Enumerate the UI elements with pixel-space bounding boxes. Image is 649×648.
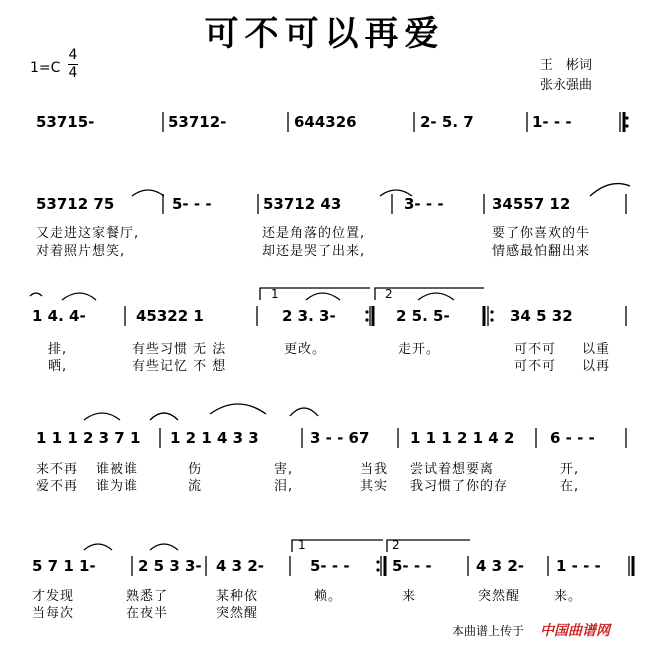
- measure: 1 1 1 2 3 7 1: [36, 429, 141, 447]
- measure: 6 - - -: [550, 429, 595, 447]
- lyric: 当每次: [32, 606, 75, 621]
- measure: 2 5. 5-: [396, 307, 450, 325]
- lyric: 又走进这家餐厅,: [36, 226, 140, 241]
- lyric: 伤: [188, 462, 203, 477]
- lyric: 要了你喜欢的牛: [492, 226, 591, 241]
- measure: 5- - -: [310, 557, 350, 575]
- lyric: 赖。: [314, 589, 343, 604]
- lyric: 尝试着想要离: [410, 462, 495, 477]
- measure: 1 4. 4-: [32, 307, 86, 325]
- lyric: 熟悉了: [126, 589, 169, 604]
- lyric: 泪,: [274, 479, 294, 494]
- measure: 4 3 2-: [216, 557, 264, 575]
- measure: 1 1 1 2 1 4 2: [410, 429, 515, 447]
- lyric: 可不可: [514, 342, 557, 357]
- lyric: 谁被谁: [96, 462, 139, 477]
- lyric: 害,: [274, 462, 294, 477]
- measure: 644326: [294, 113, 357, 131]
- lyric: 在夜半: [126, 606, 169, 621]
- composer-credit: 张永强曲: [540, 78, 593, 93]
- volta-first-label-1: 1: [271, 287, 279, 301]
- lyric: 以再: [582, 359, 611, 374]
- measure: 2 3. 3-: [282, 307, 336, 325]
- song-title: 可不可以再爱: [204, 14, 445, 54]
- volta-first-label-2: 1: [298, 538, 306, 552]
- lyric: 突然醒: [216, 606, 259, 621]
- lyric: 来: [402, 589, 417, 604]
- measure: 34557 12: [492, 195, 571, 213]
- lyric: 其实: [360, 479, 389, 494]
- lyricist-credit: 王 彬词: [540, 58, 593, 73]
- lyric: 更改。: [284, 342, 327, 357]
- measure: 53712 75: [36, 195, 115, 213]
- lyric: 却还是哭了出来,: [262, 244, 366, 259]
- measure: 34 5 32: [510, 307, 573, 325]
- measure: 2 5 3 3-: [138, 557, 202, 575]
- lyric: 有些习惯 无 法: [132, 342, 227, 357]
- measure: 4 3 2-: [476, 557, 524, 575]
- lyric: 来不再: [36, 462, 79, 477]
- lyric: 可不可: [514, 359, 557, 374]
- lyric: 排,: [48, 342, 68, 357]
- lyric: 对着照片想笑,: [36, 244, 126, 259]
- volta-second-label-2: 2: [392, 538, 400, 552]
- key-signature: 1=C: [30, 60, 61, 76]
- lyric: 某种依: [216, 589, 259, 604]
- lyric: 在,: [560, 479, 580, 494]
- measure: 3- - -: [404, 195, 444, 213]
- lyric: 爱不再: [36, 479, 79, 494]
- site-logo[interactable]: 中国曲谱网: [540, 623, 610, 639]
- lyric: 有些记忆 不 想: [132, 359, 227, 374]
- lyric: 我习惯了你的存: [410, 479, 509, 494]
- lyric: 谁为谁: [96, 479, 139, 494]
- lyric: 情感最怕翻出来: [492, 244, 591, 259]
- lyric: 还是角落的位置,: [262, 226, 366, 241]
- lyric: 流: [188, 479, 203, 494]
- lyric: 当我: [360, 462, 389, 477]
- measure: 3 - - 67: [310, 429, 370, 447]
- time-signature-top: 4: [68, 47, 78, 63]
- upload-note: 本曲谱上传于: [452, 624, 525, 638]
- lyric: 突然醒: [478, 589, 521, 604]
- measure: 53712 43: [263, 195, 342, 213]
- lyric: 走开。: [398, 342, 441, 357]
- measure: 53712-: [168, 113, 227, 131]
- lyric: 才发现: [32, 589, 75, 604]
- measure: 5- - -: [172, 195, 212, 213]
- measure: 45322 1: [136, 307, 204, 325]
- time-signature-bottom: 4: [68, 65, 78, 81]
- lyric: 以重: [582, 342, 611, 357]
- volta-second-label-1: 2: [385, 287, 393, 301]
- lyric: 开,: [560, 462, 580, 477]
- measure: 1- - -: [532, 113, 572, 131]
- measure: 5 7 1 1-: [32, 557, 96, 575]
- measure: 53715-: [36, 113, 95, 131]
- lyric: 晒,: [48, 359, 68, 374]
- measure: 5- - -: [392, 557, 432, 575]
- measure: 2- 5. 7: [420, 113, 474, 131]
- measure: 1 - - -: [556, 557, 601, 575]
- measure: 1 2 1 4 3 3: [170, 429, 259, 447]
- lyric: 来。: [554, 589, 583, 604]
